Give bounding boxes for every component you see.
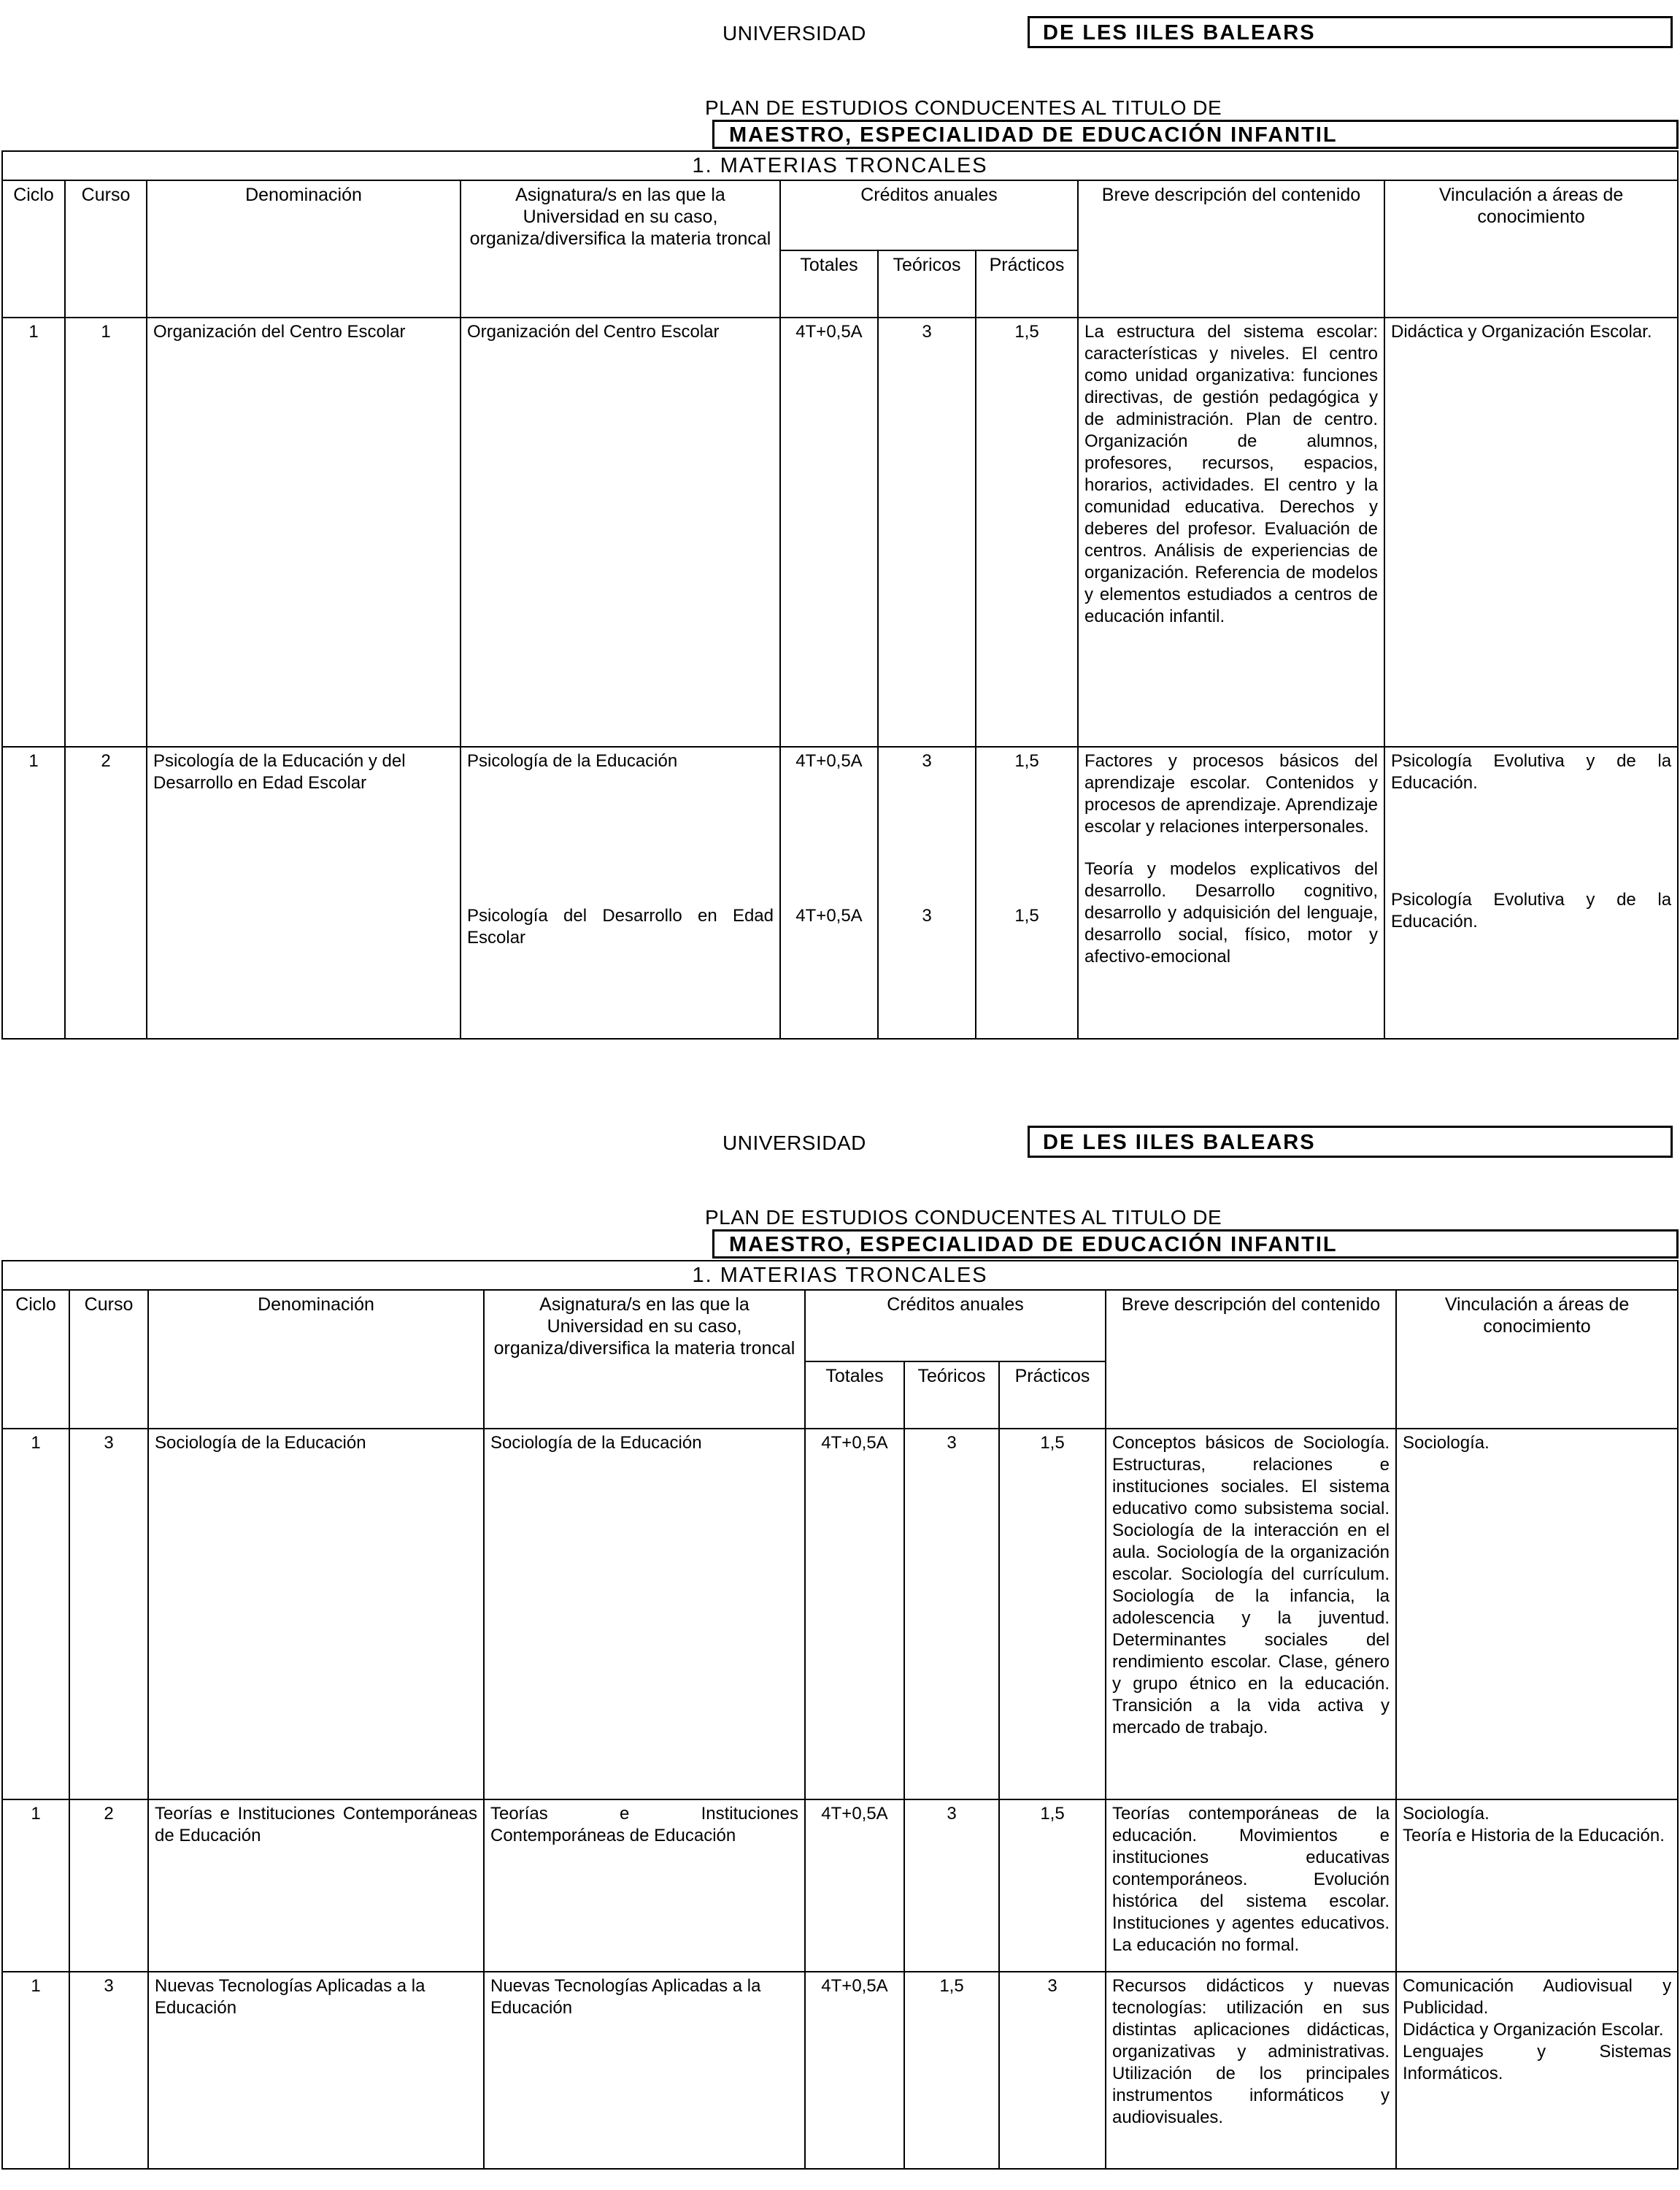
cell-ciclo: 1 <box>2 1799 69 1972</box>
table-row <box>2 1429 1678 1799</box>
table-row <box>2 1972 1678 2169</box>
cell-ciclo: 1 <box>2 1429 69 1799</box>
header-asignatura: Asignatura/s en las que la Universidad en su caso, organiza/diversifica la materia troncal <box>461 180 780 318</box>
subjects-table <box>1 1260 1679 2170</box>
cell-ciclo: 1 <box>2 1972 69 2169</box>
cell-descripcion: Recursos didácticos y nuevas tecnologías: utilización en sus distintas aplicaciones didácticas, organizativas y administrativas. Utilización de los principales instrumentos informáticos y audiovisuales. <box>1106 1972 1396 2169</box>
header-totales: Totales <box>805 1361 904 1429</box>
cell-descripcion: La estructura del sistema escolar: características y niveles. El centro como unidad organizativa: funciones directivas, de gestión pedagógica y de administración. Plan de centro. Organización de alumnos, profesores, recursos, espacios, horarios, actividades. El centro y la comunidad educativa. Derechos y deberes del profesor. Evaluación de centros. Análisis de experiencias de organización. Referencia de modelos y elementos estudiados a centros de educación infantil. <box>1078 318 1384 747</box>
cell-practicos: 1,5 <box>976 318 1078 747</box>
cell-teoricos: 3 <box>878 318 976 747</box>
cell-totales <box>780 747 878 1039</box>
plan-label: PLAN DE ESTUDIOS CONDUCENTES AL TITULO DE <box>705 96 1222 119</box>
section-title: 1. MATERIAS TRONCALES <box>2 151 1678 180</box>
descripcion-1: Factores y procesos básicos del aprendizaje escolar. Contenidos y procesos de aprendizaje. Aprendizaje escolar y relaciones interpersonales. <box>1084 751 1378 837</box>
degree-title: MAESTRO, ESPECIALIDAD DE EDUCACIÓN INFANTIL <box>712 1229 1679 1259</box>
cell-curso: 2 <box>69 1799 148 1972</box>
cell-curso: 3 <box>69 1429 148 1799</box>
header-practicos: Prácticos <box>976 250 1078 318</box>
cell-totales: 4T+0,5A <box>780 318 878 747</box>
cell-asignatura: Nuevas Tecnologías Aplicadas a la Educación <box>484 1972 805 2169</box>
cell-totales: 4T+0,5A <box>805 1799 904 1972</box>
header-curso: Curso <box>69 1290 148 1429</box>
header-creditos: Créditos anuales <box>805 1290 1106 1361</box>
header-practicos: Prácticos <box>999 1361 1106 1429</box>
table-row <box>2 318 1678 747</box>
practicos-1: 1,5 <box>1014 751 1039 771</box>
cell-curso: 1 <box>65 318 147 747</box>
cell-asignatura: Sociología de la Educación <box>484 1429 805 1799</box>
cell-asignatura: Teorías e Instituciones Contemporáneas de Educación <box>484 1799 805 1972</box>
page-2 <box>0 1110 1680 2190</box>
table-row <box>2 747 1678 1039</box>
header-vinculacion: Vinculación a áreas de conocimiento <box>1396 1290 1678 1429</box>
cell-denominacion: Psicología de la Educación y del Desarrollo en Edad Escolar <box>147 747 461 1039</box>
cell-teoricos: 3 <box>904 1799 999 1972</box>
cell-practicos: 3 <box>999 1972 1106 2169</box>
header-ciclo: Ciclo <box>2 180 65 318</box>
cell-vinculacion: Comunicación Audiovisual y Publicidad. Didáctica y Organización Escolar. Lenguajes y Sistemas Informáticos. <box>1396 1972 1678 2169</box>
header-descripcion: Breve descripción del contenido <box>1078 180 1384 318</box>
cell-vinculacion: Sociología. Teoría e Historia de la Educación. <box>1396 1799 1678 1972</box>
cell-ciclo: 1 <box>2 747 65 1039</box>
header-curso: Curso <box>65 180 147 318</box>
cell-descripcion: Teorías contemporáneas de la educación. Movimientos e instituciones educativas contemporáneos. Evolución histórica del sistema escolar. Instituciones y agentes educativos. La educación no formal. <box>1106 1799 1396 1972</box>
cell-vinculacion: Didáctica y Organización Escolar. <box>1384 318 1678 747</box>
cell-totales: 4T+0,5A <box>805 1972 904 2169</box>
practicos-2: 1,5 <box>1014 906 1039 926</box>
teoricos-2: 3 <box>922 906 932 926</box>
cell-teoricos: 1,5 <box>904 1972 999 2169</box>
cell-curso: 2 <box>65 747 147 1039</box>
cell-practicos: 1,5 <box>999 1799 1106 1972</box>
header-denominacion: Denominación <box>147 180 461 318</box>
cell-denominacion: Nuevas Tecnologías Aplicadas a la Educación <box>148 1972 484 2169</box>
cell-teoricos <box>878 747 976 1039</box>
subjects-table <box>1 150 1679 1040</box>
totales-1: 4T+0,5A <box>795 751 863 771</box>
teoricos-1: 3 <box>922 751 932 771</box>
cell-totales: 4T+0,5A <box>805 1429 904 1799</box>
header-ciclo: Ciclo <box>2 1290 69 1429</box>
asignatura-2: Psicología del Desarrollo en Edad Escolar <box>467 906 774 948</box>
header-asignatura: Asignatura/s en las que la Universidad en su caso, organiza/diversifica la materia troncal <box>484 1290 805 1429</box>
header-teoricos: Teóricos <box>878 250 976 318</box>
cell-asignatura: Organización del Centro Escolar <box>461 318 780 747</box>
university-name: DE LES IILES BALEARS <box>1028 16 1673 48</box>
header-denominacion: Denominación <box>148 1290 484 1429</box>
university-name: DE LES IILES BALEARS <box>1028 1126 1673 1158</box>
header-vinculacion: Vinculación a áreas de conocimiento <box>1384 180 1678 318</box>
cell-curso: 3 <box>69 1972 148 2169</box>
cell-denominacion: Teorías e Instituciones Contemporáneas de Educación <box>148 1799 484 1972</box>
totales-2: 4T+0,5A <box>795 906 863 926</box>
university-label: UNIVERSIDAD <box>723 22 866 45</box>
header-teoricos: Teóricos <box>904 1361 999 1429</box>
cell-denominacion: Sociología de la Educación <box>148 1429 484 1799</box>
header-creditos: Créditos anuales <box>780 180 1078 250</box>
cell-asignatura <box>461 747 780 1039</box>
cell-descripcion: Conceptos básicos de Sociología. Estructuras, relaciones e instituciones sociales. El sistema educativo como subsistema social. Sociología de la interacción en el aula. Sociología de la organización escolar. Sociología del currículum. Sociología de la infancia, la adolescencia y la juventud. Determinantes sociales del rendimiento escolar. Clase, género y grupo étnico en la educación. Transición a la vida activa y mercado de trabajo. <box>1106 1429 1396 1799</box>
page-1 <box>0 0 1680 1080</box>
asignatura-1: Psicología de la Educación <box>467 751 678 771</box>
cell-ciclo: 1 <box>2 318 65 747</box>
cell-practicos: 1,5 <box>999 1429 1106 1799</box>
descripcion-2: Teoría y modelos explicativos del desarrollo. Desarrollo cognitivo, desarrollo y adquisición del lenguaje, desarrollo social, físico, motor y afectivo-emocional <box>1084 859 1378 967</box>
degree-title: MAESTRO, ESPECIALIDAD DE EDUCACIÓN INFANTIL <box>712 120 1679 149</box>
plan-label: PLAN DE ESTUDIOS CONDUCENTES AL TITULO DE <box>705 1206 1222 1229</box>
vinculacion-1: Psicología Evolutiva y de la Educación. <box>1391 751 1672 793</box>
cell-descripcion <box>1078 747 1384 1039</box>
cell-vinculacion <box>1384 747 1678 1039</box>
header-descripcion: Breve descripción del contenido <box>1106 1290 1396 1429</box>
cell-vinculacion: Sociología. <box>1396 1429 1678 1799</box>
cell-denominacion: Organización del Centro Escolar <box>147 318 461 747</box>
header-totales: Totales <box>780 250 878 318</box>
table-row <box>2 1799 1678 1972</box>
university-label: UNIVERSIDAD <box>723 1132 866 1154</box>
section-title: 1. MATERIAS TRONCALES <box>2 1261 1678 1290</box>
vinculacion-2: Psicología Evolutiva y de la Educación. <box>1391 890 1672 931</box>
cell-practicos <box>976 747 1078 1039</box>
cell-teoricos: 3 <box>904 1429 999 1799</box>
